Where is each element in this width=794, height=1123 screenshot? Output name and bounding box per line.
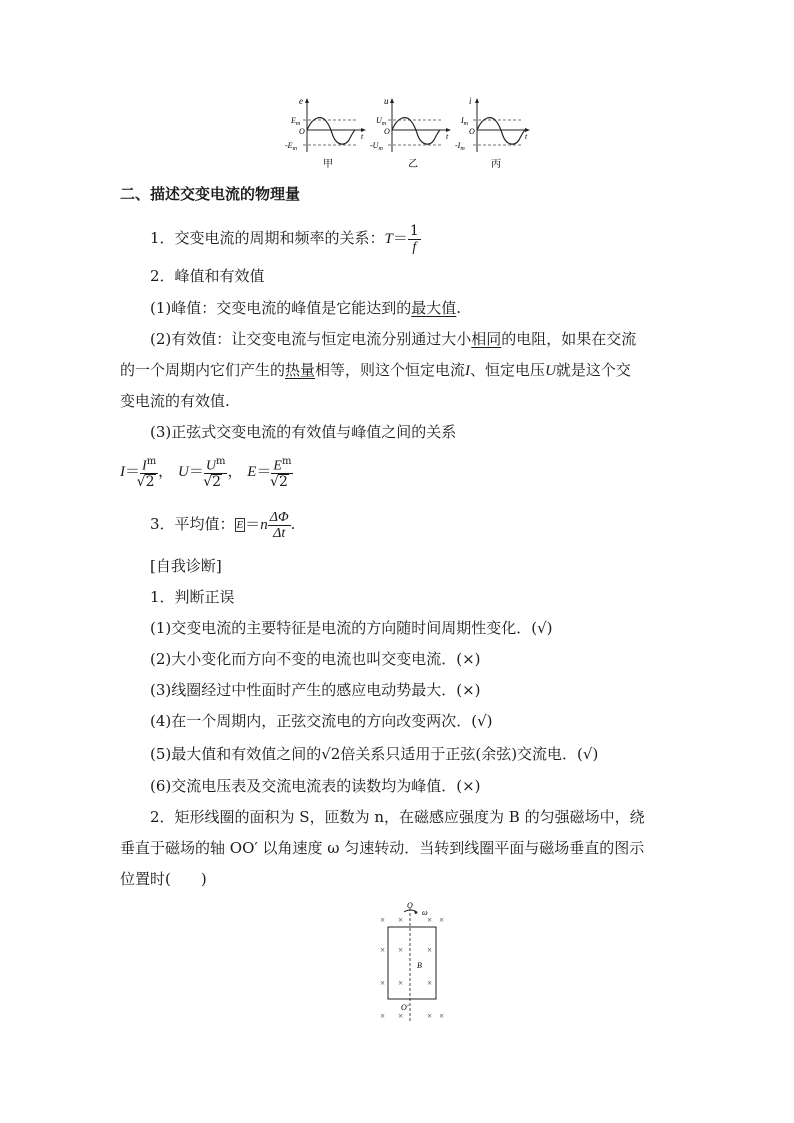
- svg-text:×: ×: [427, 945, 433, 955]
- svg-text:-Um: $-U_m$: [370, 141, 383, 152]
- judge-title: 1．判断正误: [150, 588, 235, 606]
- svg-text:×: ×: [439, 1011, 445, 1021]
- coil-field-diagram: [370, 900, 454, 1025]
- section-title: 二、描述交变电流的物理量: [120, 185, 301, 203]
- svg-text:×: ×: [427, 978, 433, 988]
- question-2-line1: 2．矩形线圈的面积为 S，匝数为 n，在磁感应强度为 B 的匀强磁场中，绕: [150, 808, 645, 826]
- effective-peak-formula: I＝ $I^m$ √ 2 ， U＝ $U^m$ √ 2 ， E＝ $E^m$ √ 2: [120, 450, 293, 492]
- self-check-heading: [自我诊断]: [150, 557, 222, 575]
- judge-item: (3)线圈经过中性面时产生的感应电动势最大．(×): [150, 681, 481, 699]
- svg-text:×: ×: [380, 1011, 386, 1021]
- waveform-graphs: [285, 96, 535, 172]
- peak-value-definition: (1)峰值：交变电流的峰值是它能达到的最大值.: [150, 299, 462, 317]
- item-period-frequency: 1．交变电流的周期和频率的关系：T＝ $\frac{1}{f}$: [150, 222, 419, 255]
- effective-value-line3: 变电流的有效值.: [120, 392, 230, 410]
- svg-text:O′: O′: [401, 1003, 409, 1012]
- svg-text:×: ×: [398, 915, 404, 925]
- svg-text:×: ×: [398, 945, 404, 955]
- svg-text:Im: $I_m$: [461, 116, 469, 127]
- field-crosses: [380, 915, 444, 1021]
- graph-yi: [370, 96, 451, 170]
- svg-text:×: ×: [427, 915, 433, 925]
- question-2-line2: 垂直于磁场的轴 OO′ 以角速度 ω 匀速转动．当转到线圈平面与磁场垂直的图示: [120, 839, 645, 857]
- svg-text:O: O: [469, 127, 475, 136]
- svg-text:丙: 丙: [491, 159, 501, 170]
- svg-text:×: ×: [380, 978, 386, 988]
- graph-bing: [455, 96, 530, 170]
- question-2-line3: 位置时( ): [120, 870, 207, 888]
- judge-item: (6)交流电压表及交流电流表的读数均为峰值．(×): [150, 777, 481, 795]
- graph-jia: [285, 96, 366, 170]
- svg-text:t: t: [446, 132, 449, 141]
- svg-text:-Em: $-E_m$: [285, 141, 297, 152]
- svg-text:×: ×: [427, 1011, 433, 1021]
- svg-text:×: ×: [380, 945, 386, 955]
- average-value: 3．平均值： E ＝n $\frac{\Delta\Phi}{\Delta t}$ .: [150, 509, 296, 541]
- item-peak-effective-title: 2．峰值和有效值: [150, 267, 265, 285]
- svg-text:Em: $E_m$: [291, 116, 301, 127]
- judge-item: (5)最大值和有效值之间的√2倍关系只适用于正弦(余弦)交流电．(√): [150, 745, 599, 763]
- sine-relation-title: (3)正弦式交变电流的有效值与峰值之间的关系: [150, 423, 457, 441]
- svg-text:t: t: [361, 132, 364, 141]
- effective-value-line1: (2)有效值：让交变电流与恒定电流分别通过大小相同的电阻，如果在交流: [150, 330, 637, 348]
- svg-text:O: O: [384, 127, 390, 136]
- graph-caption: 甲: [323, 159, 333, 170]
- svg-text:O: O: [299, 127, 305, 136]
- svg-text:-Im: $-I_m$: [455, 141, 465, 152]
- svg-text:ω: ω: [422, 908, 428, 917]
- effective-value-line2: 的一个周期内它们产生的热量相等，则这个恒定电流I、恒定电压U就是这个交: [120, 361, 631, 379]
- svg-text:乙: 乙: [408, 159, 418, 170]
- svg-text:Um: $U_m$: [376, 116, 387, 127]
- judge-item: (2)大小变化而方向不变的电流也叫交变电流．(×): [150, 650, 481, 668]
- judge-item: (1)交变电流的主要特征是电流的方向随时间周期性变化．(√): [150, 619, 553, 637]
- svg-text:×: ×: [398, 978, 404, 988]
- svg-text:u: u: [384, 96, 389, 106]
- svg-text:i: i: [469, 96, 472, 106]
- svg-text:O: O: [407, 901, 413, 910]
- svg-text:B: B: [417, 961, 422, 970]
- svg-text:×: ×: [439, 915, 445, 925]
- svg-text:×: ×: [398, 1011, 404, 1021]
- svg-text:t: t: [525, 132, 528, 141]
- svg-text:×: ×: [380, 915, 386, 925]
- judge-item: (4)在一个周期内，正弦交流电的方向改变两次．(√): [150, 712, 493, 730]
- graph-axis-label: e: [299, 96, 303, 106]
